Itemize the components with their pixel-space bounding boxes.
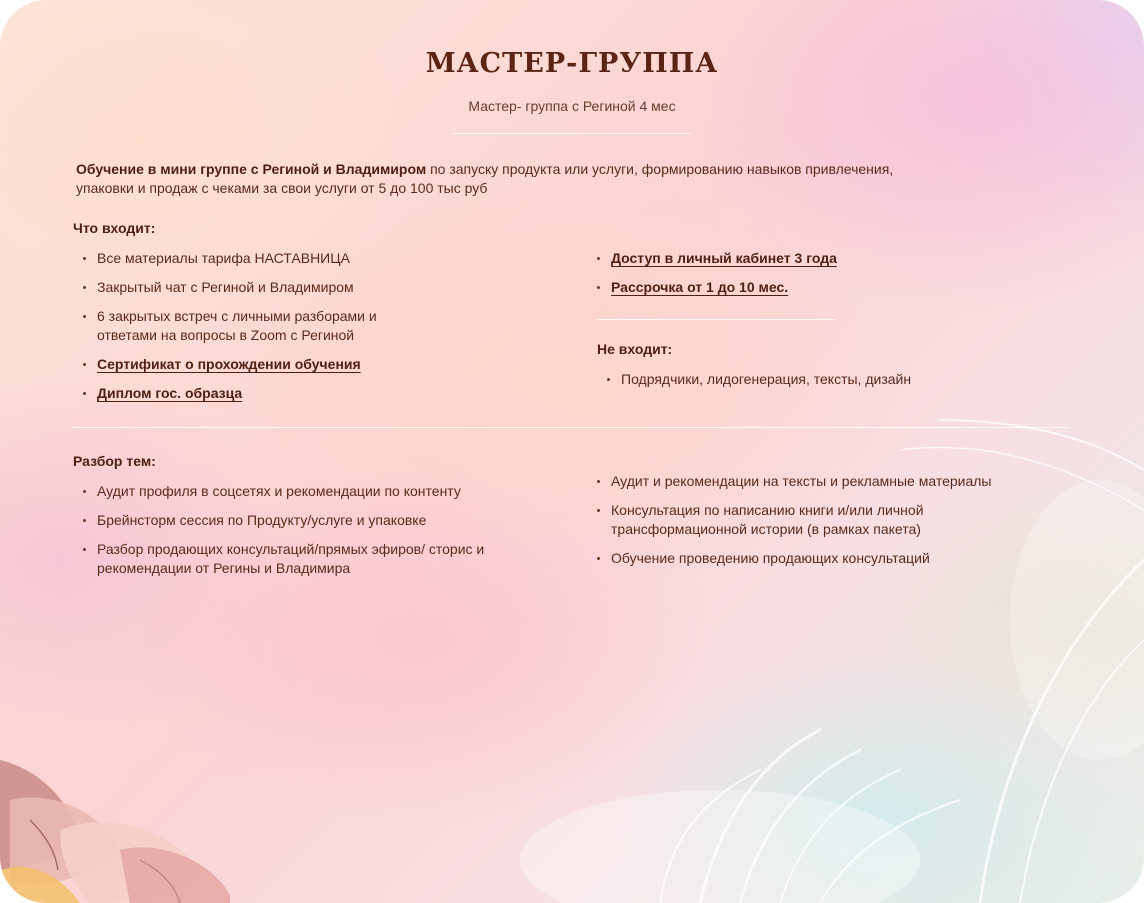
list-item: Обучение проведению продающих консультаций bbox=[597, 549, 1052, 568]
diploma-link[interactable]: Диплом гос. образца bbox=[83, 384, 423, 403]
intro-bold: Обучение в мини группе с Региной и Владимиром bbox=[76, 161, 427, 177]
section-divider bbox=[73, 427, 1070, 428]
excluded-heading: Не входит: bbox=[597, 341, 673, 357]
list-item: Закрытый чат с Региной и Владимиром bbox=[83, 278, 423, 297]
included-list-left bbox=[83, 249, 423, 413]
topics-list-left bbox=[83, 482, 513, 588]
included-heading: Что входит: bbox=[73, 220, 156, 236]
list-item: Аудит профиля в соцсетях и рекомендации по контенту bbox=[83, 482, 513, 501]
flower-decoration bbox=[0, 760, 230, 903]
intro-rest: по запуску продукта или услуги, формированию навыков привлечения, упаковки и продаж с чеками за свои услуги от 5 до 100 тыс руб bbox=[76, 161, 894, 196]
page-title: МАСТЕР-ГРУППА bbox=[425, 48, 719, 79]
included-list-right bbox=[597, 249, 997, 307]
title-divider bbox=[452, 133, 692, 134]
list-item: Все материалы тарифа НАСТАВНИЦА bbox=[83, 249, 423, 268]
topics-list-right bbox=[597, 472, 1052, 578]
included-divider bbox=[597, 319, 835, 320]
list-item: Консультация по написанию книги и/или личной трансформационной истории (в рамках пакета) bbox=[597, 501, 1052, 539]
page-subtitle: Мастер- группа с Региной 4 мес bbox=[468, 98, 676, 114]
list-item: Аудит и рекомендации на тексты и рекламные материалы bbox=[597, 472, 1052, 491]
excluded-list bbox=[607, 370, 1027, 399]
list-item: 6 закрытых встреч с личными разборами и ответами на вопросы в Zoom с Региной bbox=[83, 307, 423, 345]
list-item: Разбор продающих консультаций/прямых эфиров/ сторис и рекомендации от Регины и Владимира bbox=[83, 540, 513, 578]
list-item: Брейнсторм сессия по Продукту/услуге и упаковке bbox=[83, 511, 513, 530]
certificate-link[interactable]: Сертификат о прохождении обучения bbox=[83, 355, 423, 374]
intro-text bbox=[76, 160, 936, 198]
account-access-link[interactable]: Доступ в личный кабинет 3 года bbox=[597, 249, 997, 268]
topics-heading: Разбор тем: bbox=[73, 453, 156, 469]
installment-link[interactable]: Рассрочка от 1 до 10 мес. bbox=[597, 278, 997, 297]
list-item: Подрядчики, лидогенерация, тексты, дизайн bbox=[607, 370, 1027, 389]
